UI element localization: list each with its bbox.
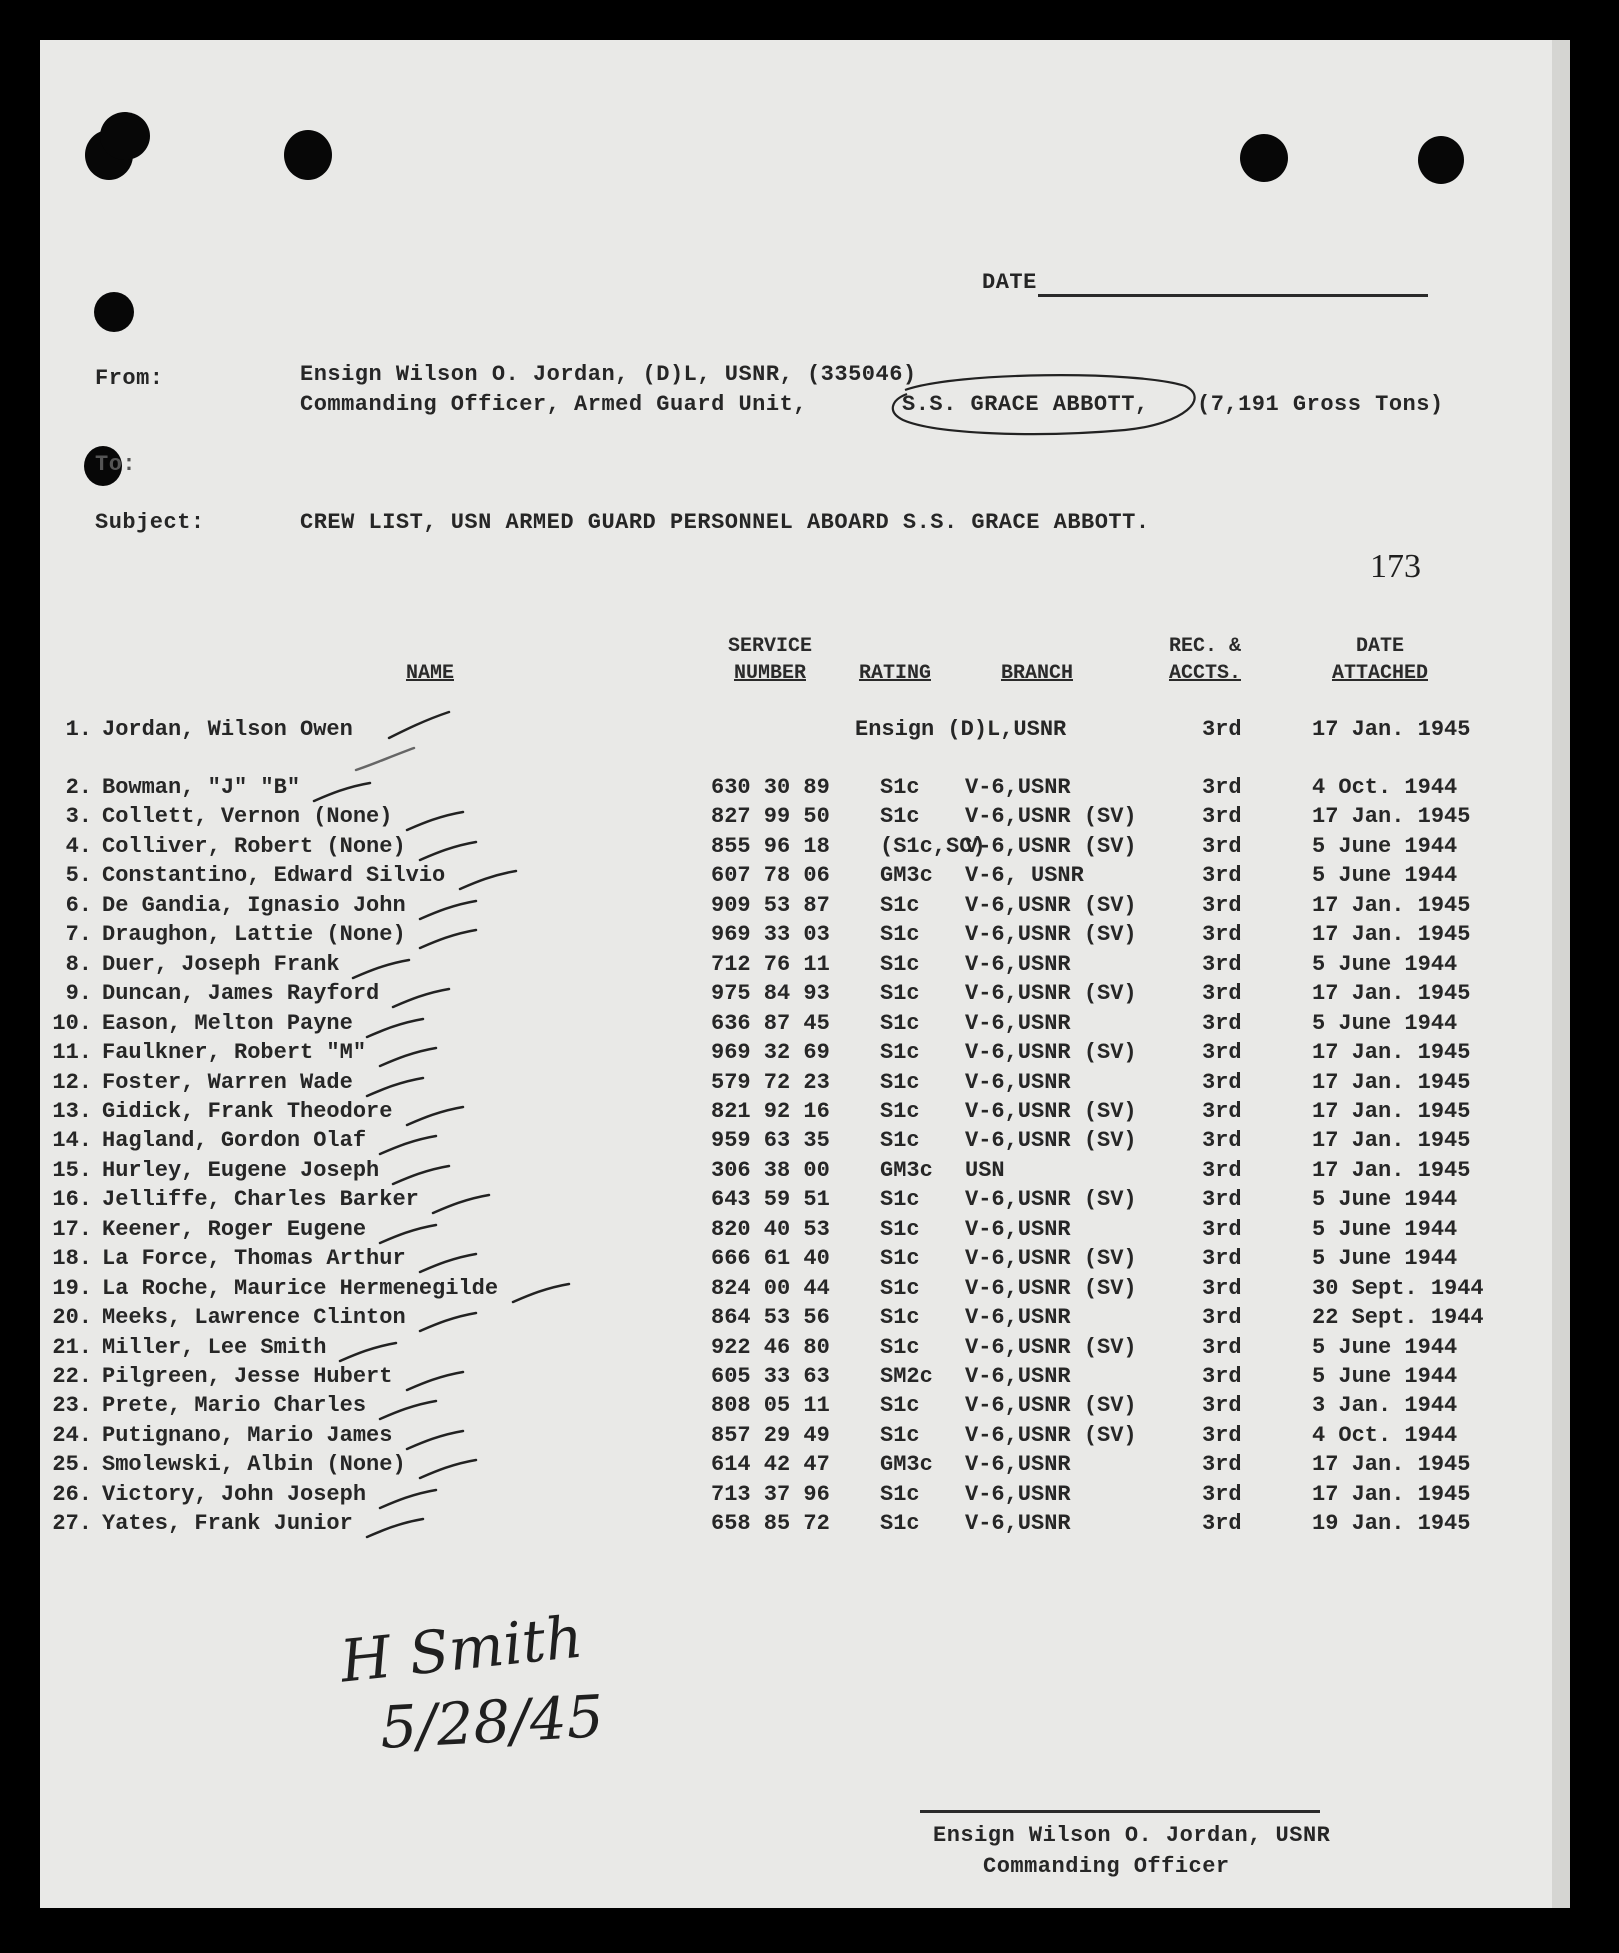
row-number: 10. <box>52 1011 92 1036</box>
service-number: 579 72 23 <box>711 1070 830 1095</box>
punch-hole-top-right-b <box>1418 136 1464 184</box>
rec-accts: 3rd <box>1202 1305 1242 1330</box>
branch: V-6,USNR (SV) <box>965 1335 1137 1360</box>
check-mark <box>376 1219 442 1249</box>
rating: S1c <box>880 1305 920 1330</box>
branch: USN <box>965 1158 1005 1183</box>
row-number: 4. <box>65 834 92 859</box>
crew-name: Jelliffe, Charles Barker <box>102 1187 419 1212</box>
service-number: 922 46 80 <box>711 1335 830 1360</box>
row-number: 3. <box>65 804 92 829</box>
check-mark <box>389 1160 455 1190</box>
crew-name: Faulkner, Robert "M" <box>102 1040 367 1065</box>
officer-rating-branch: Ensign (D)L,USNR <box>855 717 1067 742</box>
from-line-2a: Commanding Officer, Armed Guard Unit, <box>300 392 807 417</box>
service-number: 821 92 16 <box>711 1099 830 1124</box>
officer-date: 17 Jan. 1945 <box>1312 717 1471 742</box>
crew-name: Meeks, Lawrence Clinton <box>102 1305 406 1330</box>
date-attached: 5 June 1944 <box>1312 834 1458 859</box>
rec-accts: 3rd <box>1202 863 1242 888</box>
rec-accts: 3rd <box>1202 1070 1242 1095</box>
col-date-line1: DATE <box>1355 635 1404 658</box>
rating: S1c <box>880 1187 920 1212</box>
rating: (S1c,SC) <box>880 834 986 859</box>
crew-name: Keener, Roger Eugene <box>102 1217 367 1242</box>
check-mark <box>509 1278 575 1308</box>
rating: S1c <box>880 922 920 947</box>
rec-accts: 3rd <box>1202 1482 1242 1507</box>
rec-accts: 3rd <box>1202 1040 1242 1065</box>
rec-accts: 3rd <box>1202 1246 1242 1271</box>
hand-drawn-circle <box>885 368 1205 440</box>
branch: V-6,USNR (SV) <box>965 981 1137 1006</box>
crew-name: Miller, Lee Smith <box>102 1335 327 1360</box>
row-number: 14. <box>52 1128 92 1153</box>
officer-row-number: 1. <box>65 717 92 742</box>
service-number: 808 05 11 <box>711 1393 830 1418</box>
rec-accts: 3rd <box>1202 1423 1242 1448</box>
rec-accts: 3rd <box>1202 1011 1242 1036</box>
date-attached: 3 Jan. 1944 <box>1312 1393 1458 1418</box>
check-mark <box>403 1101 469 1131</box>
col-rating-header <box>845 660 945 687</box>
rating: S1c <box>880 1246 920 1271</box>
officer-extra-mark <box>350 744 420 774</box>
check-mark <box>416 1248 482 1278</box>
check-mark <box>416 924 482 954</box>
row-number: 23. <box>52 1393 92 1418</box>
signature-name: Ensign Wilson O. Jordan, USNR <box>933 1823 1331 1848</box>
check-mark <box>363 1513 429 1543</box>
col-branch-label: BRANCH <box>1000 662 1073 685</box>
rec-accts: 3rd <box>1202 1099 1242 1124</box>
row-number: 20. <box>52 1305 92 1330</box>
signature-title: Commanding Officer <box>983 1854 1230 1879</box>
date-attached: 19 Jan. 1945 <box>1312 1511 1471 1536</box>
date-attached: 5 June 1944 <box>1312 863 1458 888</box>
crew-name: Constantino, Edward Silvio <box>102 863 446 888</box>
rating: S1c <box>880 1040 920 1065</box>
service-number: 820 40 53 <box>711 1217 830 1242</box>
service-number: 614 42 47 <box>711 1452 830 1477</box>
rating: S1c <box>880 893 920 918</box>
service-number: 824 00 44 <box>711 1276 830 1301</box>
branch: V-6,USNR <box>965 1011 1071 1036</box>
row-number: 25. <box>52 1452 92 1477</box>
branch: V-6,USNR (SV) <box>965 893 1137 918</box>
rec-accts: 3rd <box>1202 775 1242 800</box>
col-rec-header <box>1150 633 1260 687</box>
crew-name: Pilgreen, Jesse Hubert <box>102 1364 393 1389</box>
rating: SM2c <box>880 1364 933 1389</box>
gross-tons: (7,191 Gross Tons) <box>1197 392 1444 417</box>
service-number: 855 96 18 <box>711 834 830 859</box>
branch: V-6,USNR (SV) <box>965 1128 1137 1153</box>
rec-accts: 3rd <box>1202 1393 1242 1418</box>
rating: GM3c <box>880 1158 933 1183</box>
rec-accts: 3rd <box>1202 1217 1242 1242</box>
date-attached: 5 June 1944 <box>1312 952 1458 977</box>
crew-name: Hurley, Eugene Joseph <box>102 1158 380 1183</box>
service-number: 666 61 40 <box>711 1246 830 1271</box>
branch: V-6,USNR <box>965 1511 1071 1536</box>
rec-accts: 3rd <box>1202 1276 1242 1301</box>
branch: V-6,USNR <box>965 775 1071 800</box>
row-number: 7. <box>65 922 92 947</box>
check-mark <box>416 895 482 925</box>
officer-rec: 3rd <box>1202 717 1242 742</box>
rec-accts: 3rd <box>1202 1452 1242 1477</box>
service-number: 975 84 93 <box>711 981 830 1006</box>
date-attached: 17 Jan. 1945 <box>1312 981 1471 1006</box>
row-number: 27. <box>52 1511 92 1536</box>
date-attached: 5 June 1944 <box>1312 1187 1458 1212</box>
check-mark <box>363 1072 429 1102</box>
crew-name: La Force, Thomas Arthur <box>102 1246 406 1271</box>
crew-name: La Roche, Maurice Hermenegilde <box>102 1276 499 1301</box>
branch: V-6,USNR <box>965 1364 1071 1389</box>
col-name-header <box>370 660 490 687</box>
branch: V-6,USNR (SV) <box>965 1187 1137 1212</box>
rating: S1c <box>880 1511 920 1536</box>
crew-name: Gidick, Frank Theodore <box>102 1099 393 1124</box>
service-number: 636 87 45 <box>711 1011 830 1036</box>
rec-accts: 3rd <box>1202 1335 1242 1360</box>
crew-name: Yates, Frank Junior <box>102 1511 353 1536</box>
crew-name: Hagland, Gordon Olaf <box>102 1128 367 1153</box>
check-mark <box>403 1366 469 1396</box>
branch: V-6,USNR <box>965 1305 1071 1330</box>
check-mark <box>416 1307 482 1337</box>
date-attached: 17 Jan. 1945 <box>1312 922 1471 947</box>
rating: S1c <box>880 775 920 800</box>
service-number: 306 38 00 <box>711 1158 830 1183</box>
rec-accts: 3rd <box>1202 1364 1242 1389</box>
crew-name: Duncan, James Rayford <box>102 981 380 1006</box>
col-rec-line2: ACCTS. <box>1168 662 1241 685</box>
rating: GM3c <box>880 863 933 888</box>
row-number: 2. <box>65 775 92 800</box>
service-number: 959 63 35 <box>711 1128 830 1153</box>
branch: V-6,USNR (SV) <box>965 1040 1137 1065</box>
subject-text: CREW LIST, USN ARMED GUARD PERSONNEL ABOARD S.S. GRACE ABBOTT. <box>300 510 1150 535</box>
crew-name: Draughon, Lattie (None) <box>102 922 406 947</box>
rating: S1c <box>880 804 920 829</box>
rec-accts: 3rd <box>1202 1511 1242 1536</box>
rec-accts: 3rd <box>1202 834 1242 859</box>
service-number: 658 85 72 <box>711 1511 830 1536</box>
branch: V-6,USNR (SV) <box>965 804 1137 829</box>
page-edge <box>1552 40 1570 1908</box>
date-attached: 5 June 1944 <box>1312 1364 1458 1389</box>
rec-accts: 3rd <box>1202 952 1242 977</box>
handwritten-date: 5/28/45 <box>378 1682 606 1762</box>
officer-check-mark <box>385 708 455 744</box>
crew-name: De Gandia, Ignasio John <box>102 893 406 918</box>
rating: S1c <box>880 952 920 977</box>
rec-accts: 3rd <box>1202 804 1242 829</box>
rating: S1c <box>880 1276 920 1301</box>
rating: S1c <box>880 1099 920 1124</box>
branch: V-6,USNR <box>965 1070 1071 1095</box>
rating: S1c <box>880 1482 920 1507</box>
row-number: 26. <box>52 1482 92 1507</box>
service-number: 969 32 69 <box>711 1040 830 1065</box>
date-attached: 5 June 1944 <box>1312 1335 1458 1360</box>
branch: V-6,USNR <box>965 1482 1071 1507</box>
rating: S1c <box>880 1011 920 1036</box>
crew-name: Smolewski, Albin (None) <box>102 1452 406 1477</box>
col-name-label: NAME <box>405 662 454 685</box>
to-label: To: <box>95 452 137 477</box>
row-number: 6. <box>65 893 92 918</box>
document-page <box>40 40 1552 1908</box>
row-number: 8. <box>65 952 92 977</box>
col-service-line1: SERVICE <box>727 635 812 658</box>
officer-name: Jordan, Wilson Owen <box>102 717 353 742</box>
crew-name: Bowman, "J" "B" <box>102 775 301 800</box>
date-attached: 17 Jan. 1945 <box>1312 1040 1471 1065</box>
crew-name: Prete, Mario Charles <box>102 1393 367 1418</box>
row-number: 16. <box>52 1187 92 1212</box>
date-attached: 17 Jan. 1945 <box>1312 1482 1471 1507</box>
rec-accts: 3rd <box>1202 1128 1242 1153</box>
branch: V-6,USNR <box>965 1452 1071 1477</box>
check-mark <box>310 777 376 807</box>
service-number: 827 99 50 <box>711 804 830 829</box>
rec-accts: 3rd <box>1202 981 1242 1006</box>
row-number: 13. <box>52 1099 92 1124</box>
check-mark <box>416 836 482 866</box>
row-number: 5. <box>65 863 92 888</box>
crew-name: Collett, Vernon (None) <box>102 804 393 829</box>
handwritten-initials: H Smith <box>337 1602 586 1696</box>
rating: GM3c <box>880 1452 933 1477</box>
branch: V-6, USNR <box>965 863 1084 888</box>
punch-hole-top-left-b <box>100 112 150 160</box>
row-number: 11. <box>52 1040 92 1065</box>
service-number: 713 37 96 <box>711 1482 830 1507</box>
service-number: 605 33 63 <box>711 1364 830 1389</box>
date-attached: 5 June 1944 <box>1312 1246 1458 1271</box>
rating: S1c <box>880 1128 920 1153</box>
ship-name-circled: S.S. GRACE ABBOTT, <box>902 392 1149 417</box>
service-number: 864 53 56 <box>711 1305 830 1330</box>
service-number: 969 33 03 <box>711 922 830 947</box>
signature-line <box>920 1810 1320 1813</box>
date-attached: 5 June 1944 <box>1312 1011 1458 1036</box>
crew-name: Duer, Joseph Frank <box>102 952 340 977</box>
date-attached: 4 Oct. 1944 <box>1312 1423 1458 1448</box>
check-mark <box>389 983 455 1013</box>
date-attached: 17 Jan. 1945 <box>1312 804 1471 829</box>
col-branch-header <box>982 660 1092 687</box>
date-label: DATE <box>982 270 1037 295</box>
check-mark <box>376 1042 442 1072</box>
check-mark <box>403 806 469 836</box>
rating: S1c <box>880 1423 920 1448</box>
date-attached: 17 Jan. 1945 <box>1312 1128 1471 1153</box>
rating: S1c <box>880 1393 920 1418</box>
rec-accts: 3rd <box>1202 1187 1242 1212</box>
date-attached: 17 Jan. 1945 <box>1312 1452 1471 1477</box>
service-number: 607 78 06 <box>711 863 830 888</box>
punch-hole-top-right-a <box>1240 134 1288 182</box>
check-mark <box>403 1425 469 1455</box>
row-number: 21. <box>52 1335 92 1360</box>
check-mark <box>456 865 522 895</box>
check-mark <box>416 1454 482 1484</box>
col-service-header <box>700 633 840 687</box>
crew-name: Victory, John Joseph <box>102 1482 367 1507</box>
from-line-1: Ensign Wilson O. Jordan, (D)L, USNR, (335046) <box>300 362 917 387</box>
row-number: 22. <box>52 1364 92 1389</box>
crew-name: Foster, Warren Wade <box>102 1070 353 1095</box>
crew-name: Colliver, Robert (None) <box>102 834 406 859</box>
service-number: 909 53 87 <box>711 893 830 918</box>
page-number: 173 <box>1370 548 1421 585</box>
row-number: 18. <box>52 1246 92 1271</box>
col-rec-line1: REC. & <box>1168 635 1241 658</box>
service-number: 712 76 11 <box>711 952 830 977</box>
date-attached: 30 Sept. 1944 <box>1312 1276 1484 1301</box>
branch: V-6,USNR (SV) <box>965 1423 1137 1448</box>
row-number: 15. <box>52 1158 92 1183</box>
punch-hole-top-left-c <box>284 130 332 180</box>
branch: V-6,USNR <box>965 952 1071 977</box>
check-mark <box>376 1130 442 1160</box>
date-attached: 4 Oct. 1944 <box>1312 775 1458 800</box>
branch: V-6,USNR (SV) <box>965 922 1137 947</box>
col-date-header <box>1310 633 1450 687</box>
row-number: 12. <box>52 1070 92 1095</box>
col-service-line2: NUMBER <box>733 662 806 685</box>
date-blank-line <box>1038 294 1428 297</box>
crew-name: Eason, Melton Payne <box>102 1011 353 1036</box>
crew-name: Putignano, Mario James <box>102 1423 393 1448</box>
rec-accts: 3rd <box>1202 922 1242 947</box>
date-attached: 5 June 1944 <box>1312 1217 1458 1242</box>
rating: S1c <box>880 1070 920 1095</box>
branch: V-6,USNR (SV) <box>965 1393 1137 1418</box>
rec-accts: 3rd <box>1202 1158 1242 1183</box>
row-number: 24. <box>52 1423 92 1448</box>
branch: V-6,USNR (SV) <box>965 1276 1137 1301</box>
service-number: 857 29 49 <box>711 1423 830 1448</box>
service-number: 643 59 51 <box>711 1187 830 1212</box>
col-rating-label: RATING <box>858 662 931 685</box>
date-attached: 22 Sept. 1944 <box>1312 1305 1484 1330</box>
branch: V-6,USNR (SV) <box>965 1099 1137 1124</box>
check-mark <box>376 1395 442 1425</box>
branch: V-6,USNR <box>965 1217 1071 1242</box>
row-number: 17. <box>52 1217 92 1242</box>
rating: S1c <box>880 981 920 1006</box>
rating: S1c <box>880 1335 920 1360</box>
row-number: 9. <box>65 981 92 1006</box>
date-attached: 17 Jan. 1945 <box>1312 1099 1471 1124</box>
branch: V-6,USNR (SV) <box>965 834 1137 859</box>
check-mark <box>363 1013 429 1043</box>
date-attached: 17 Jan. 1945 <box>1312 1158 1471 1183</box>
branch: V-6,USNR (SV) <box>965 1246 1137 1271</box>
check-mark <box>349 954 415 984</box>
rating: S1c <box>880 1217 920 1242</box>
subject-label: Subject: <box>95 510 205 535</box>
row-number: 19. <box>52 1276 92 1301</box>
punch-hole-left-mid-a <box>94 292 134 332</box>
check-mark <box>429 1189 495 1219</box>
check-mark <box>376 1484 442 1514</box>
check-mark <box>336 1337 402 1367</box>
date-attached: 17 Jan. 1945 <box>1312 1070 1471 1095</box>
col-date-line2: ATTACHED <box>1331 662 1428 685</box>
date-attached: 17 Jan. 1945 <box>1312 893 1471 918</box>
from-label: From: <box>95 366 164 391</box>
service-number: 630 30 89 <box>711 775 830 800</box>
rec-accts: 3rd <box>1202 893 1242 918</box>
